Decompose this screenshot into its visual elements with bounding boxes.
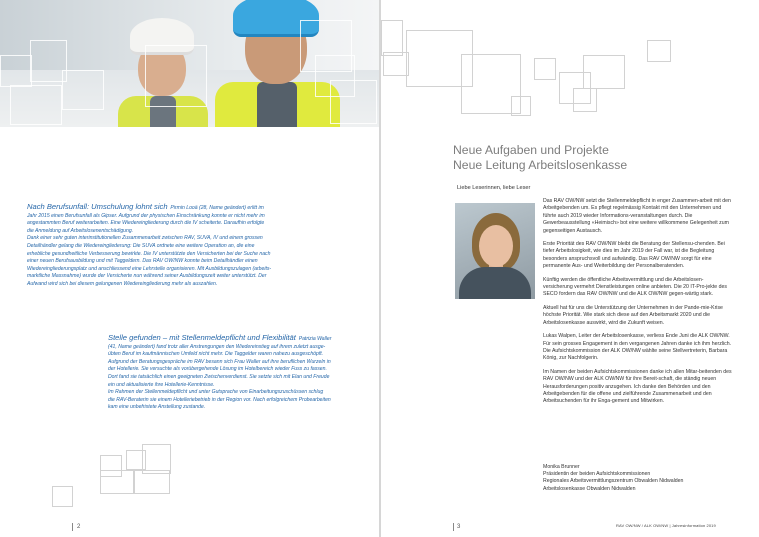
editorial-text: Das RAV OW/NW setzt die Stellenmeldepflicht in enger Zusammen-arbeit mit den Arbeitgebenden um. Es pflegt regelmässig Kontakt mit den Unternehmen und führte auch 2019 wieder Informations-veranstaltungen durch. Die Gewerbeausstellung «Heimisch» bot eine weitere willkommene Gelegenheit zum gegenseitigen Austausch. Erste Priorität des RAV OW/NW bleibt die Beratung der Stellensu-chenden. Bei tiefer Arbeitslosigkeit, wie dies im Jahr 2019 der Fall war, ist die Begleitung besonders anspruchsvoll und aufwändig. Das RAV OW/NW sorgt für eine permanente Aus- und Weiterbildung der Personalberatenden. Künftig werden die öffentliche Arbeitsvermittlung und die Arbeitslosen-versicherung vermehrt Dienstleistungen online anbieten. Die 20 IT-Pro-jekte des SECO fordern das RAV OW/NW und die ALK OW/NW gegen-wärtig stark. Aktuell hat für uns die Unterstützung der Unternehmen in der Pande-mie-Krise höchste Priorität. Wie stark sich diese auf den Arbeitsmarkt 2020 und die Arbeitslosenkasse auswirkt, wird die Zukunft weisen. Lukas Walpen, Leiter der Arbeitslosenkasse, verliess Ende Juni die ALK OW/NW. Für sein grosses Engagement in den vergangenen Jahren danke ich ihm herzlich. Die Aufsichtskommission der ALK OW/NW wählte seine Stellvertreterin, Barbara König, zur Nachfolgerin. Im Namen der beiden Aufsichtskommissionen danke ich allen Mitar-beitenden des RAV OW/NW und der ALK OW/NW für ihre Bereit-schaft, die ständig neuen Herausforderungen positiv anzugehen. Ich danke den Behörden und den Arbeitgebenden für die offene und zielführende Zusammenarbeit und den Arbeitsuchenden für ihr Enga-gement und Mitwirken.: [543, 198, 732, 405]
story-2: Stelle gefunden – mit Stellenmeldepflicht und Flexibilität Patrizia Waller (41, Name geändert) fand trotz aller Anstrengungen den Wiedereinstieg auf ihrem zuletzt ausge- übten Beruf im kaufmännischen Umfeld nicht mehr. Die Taggelder waren nahezu ausgeschöpft. Aufgrund der Beratungsgespräche im RAV besann sich Frau Waller auf ihre beruflichen Wurzeln in der Hotellerie. Sie versuchte als vorübergehende Lösung im Hotelbereich wieder Fuss zu fassen. Dort fand sie tatsächlich einen geeigneten Zwischenverdienst. Sie setzte sich mit Elan und Freude ein und aktualisierte ihre Hotellerie-Kenntnisse. Im Rahmen der Stellenmeldepflicht und unter Gutsprache von Einarbeitungszuschüssen schlug die RAV-Beraterin sie einem Hotelleriebetrieb in der Region vor. Nach erfolgreichem Probearbeiten kam eine unbefristete Anstellung zustande.: [108, 333, 332, 411]
page-number-right: 3: [457, 524, 461, 530]
portrait-photo: [455, 203, 535, 299]
photo-workers: [0, 0, 379, 127]
page-number-left: 2: [77, 524, 81, 530]
page-title: Neue Aufgaben und Projekte Neue Leitung Arbeitslosenkasse: [453, 143, 628, 172]
signature-block: Monika Brunner Präsidentin der beiden Aufsichtskommissionen Regionales Arbeitsvermittlungszentrum Obwalden Nidwalden Arbeitslosenkasse Obwalden Nidwalden: [543, 464, 684, 492]
story-1: Nach Berufsunfall: Umschulung lohnt sich Pirmin Looä (28, Name geändert) erlitt im Jahr 2015 einen Berufsunfall als Gipser. Aufgrund der physischen Einschränkung konnte er nicht mehr im angestammten Beruf weiterarbeiten. Eine Wiedereingliederung durch die IV scheiterte. Daraufhin erfolgte die Anmeldung auf Arbeitslosenentschädigung. Dank einer sehr guten interinstitutionellen Zusammenarbeit zwischen RAV, SUVA, IV und einem grossen Detailhändler gelang die Wiedereingliederung: Die SUVA ordnete eine weitere Operation an, die eine erhebliche gesundheitliche Verbesserung bewirkte. Die IV unterstützte den Versicherten bei der Suche nach einer neuen Berufsausbildung und mit Taggeldern. Das RAV OW/NW konnte beim Detailhändler einen Wiedereingliederungsplatz und anschliessend eine Lehrstelle organisieren. Mit Ausbildungszulagen (arbeits- marktliche Massnahme) wurde der Versicherte nun während seiner Ausbildungszeit weiter unterstützt. Der Aufwand wird sich bei diesem gelungenen Wiedereingliederung mehr als auszahlen.: [27, 202, 272, 287]
right-page: [381, 0, 759, 537]
left-page: [0, 0, 379, 537]
story-2-heading: Stelle gefunden – mit Stellenmeldepflicht und Flexibilität: [108, 333, 296, 342]
story-1-heading: Nach Berufsunfall: Umschulung lohnt sich: [27, 202, 168, 211]
greeting: Liebe Leserinnen, liebe Leser: [457, 185, 531, 191]
running-footer: RAV OW/NW / ALK OW/NW | Jahresinformation 2019: [616, 523, 716, 528]
